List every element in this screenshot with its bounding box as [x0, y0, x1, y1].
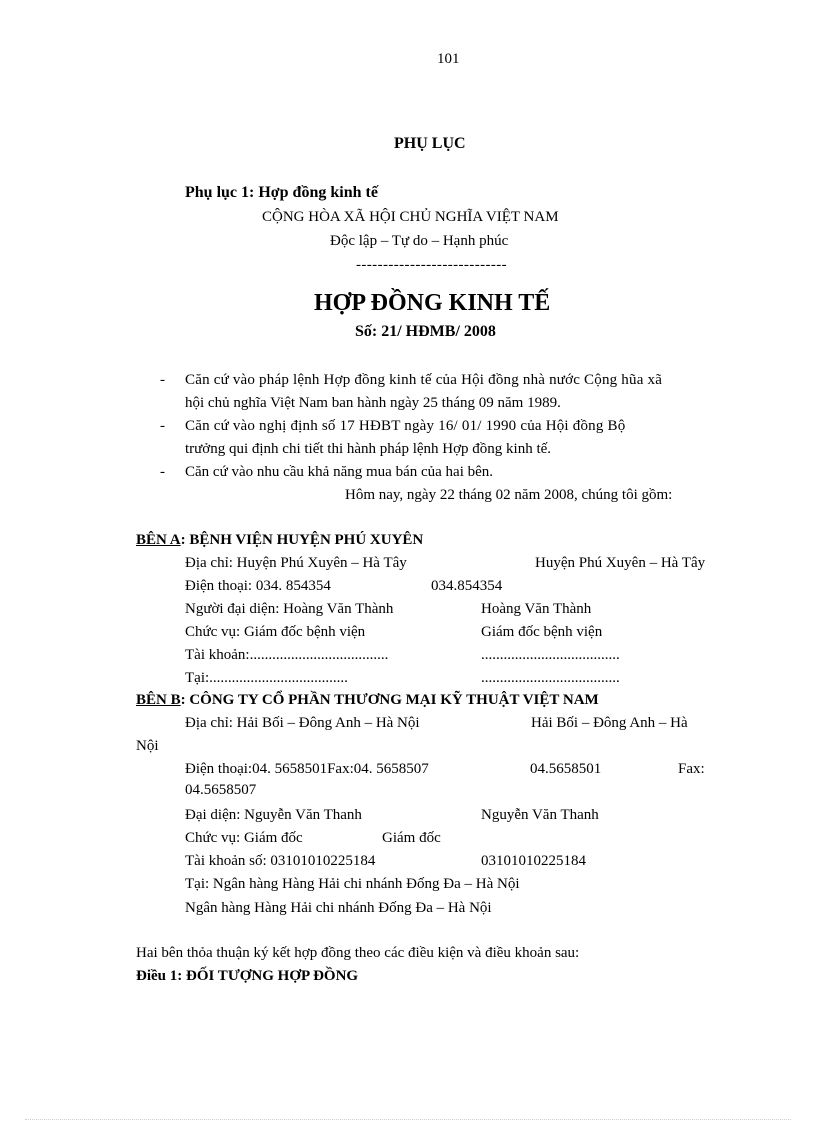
contract-title: HỢP ĐỒNG KINH TẾ — [314, 290, 551, 316]
party-b-account-value: 03101010225184 — [481, 853, 586, 869]
party-b-fax-value: 04.5658507 — [185, 782, 257, 798]
basis-1-line1: Căn cứ vào pháp lệnh Hợp đồng kinh tế của Hội đồng nhà nước Cộng hũa xã — [185, 372, 663, 388]
page-bottom-divider — [25, 1119, 791, 1120]
party-b-name: : CÔNG TY CỔ PHẦN THƯƠNG MẠI KỸ THUẬT VIỆT NAM — [180, 692, 599, 708]
party-a-representative-value: Hoàng Văn Thành — [481, 601, 592, 617]
national-motto: Độc lập – Tự do – Hạnh phúc — [330, 233, 509, 249]
party-a-name: : BỆNH VIỆN HUYỆN PHÚ XUYÊN — [180, 532, 424, 548]
basis-1-line2: hội chủ nghĩa Việt Nam ban hành ngày 25 tháng 09 năm 1989. — [185, 395, 561, 411]
party-a-phone-value: 034.854354 — [431, 578, 503, 594]
party-b-position-value: Giám đốc — [382, 830, 441, 846]
basis-2-line2: trưởng qui định chi tiết thi hành pháp lệnh Hợp đồng kinh tế. — [185, 441, 552, 457]
party-b-address: Địa chỉ: Hải Bối – Đông Anh – Hà Nội — [185, 715, 420, 731]
section-title: PHỤ LỤC — [394, 135, 466, 152]
party-a-position: Chức vụ: Giám đốc bệnh viện — [185, 624, 366, 640]
contract-number: Số: 21/ HĐMB/ 2008 — [355, 323, 496, 340]
bullet-dash: - — [160, 418, 165, 434]
party-a-position-value: Giám đốc bệnh viện — [481, 624, 603, 640]
party-a-at-value: ..................................... — [481, 670, 620, 686]
party-b-address-value: Hải Bối – Đông Anh – Hà — [531, 715, 688, 731]
party-b-phone-value: 04.5658501 — [530, 761, 602, 777]
party-a-account: Tài khoản:..................................... — [185, 647, 389, 663]
party-a-account-value: ..................................... — [481, 647, 620, 663]
party-b-at-value: Ngân hàng Hàng Hải chi nhánh Đống Đa – Hà Nội — [185, 900, 492, 916]
party-b-at: Tại: Ngân hàng Hàng Hải chi nhánh Đống Đa – Hà Nội — [185, 876, 520, 892]
party-b-label: BÊN B — [136, 692, 181, 708]
article-1-heading: Điều 1: ĐỐI TƯỢNG HỢP ĐỒNG — [136, 968, 359, 984]
party-a-address-value: Huyện Phú Xuyên – Hà Tây — [535, 555, 706, 571]
national-title: CỘNG HÒA XÃ HỘI CHỦ NGHĨA VIỆT NAM — [262, 209, 559, 225]
party-a-representative: Người đại diện: Hoàng Văn Thành — [185, 601, 394, 617]
agreement-text: Hai bên thỏa thuận ký kết hợp đồng theo các điều kiện và điều khoản sau: — [136, 945, 580, 961]
page-number: 101 — [437, 51, 460, 67]
party-b-heading — [136, 690, 599, 710]
party-b-fax-label: Fax: — [678, 761, 705, 777]
party-a-heading — [136, 530, 423, 550]
party-b-position: Chức vụ: Giám đốc — [185, 830, 303, 846]
basis-3-line1: Căn cứ vào nhu cầu khả năng mua bán của hai bên. — [185, 464, 494, 480]
party-b-representative: Đại diện: Nguyễn Văn Thanh — [185, 807, 362, 823]
basis-2-line1: Căn cứ vào nghị định số 17 HĐBT ngày 16/ 01/ 1990 của Hội đồng Bộ — [185, 418, 626, 434]
party-b-account: Tài khoản số: 03101010225184 — [185, 853, 376, 869]
bullet-dash: - — [160, 464, 165, 480]
date-line: Hôm nay, ngày 22 tháng 02 năm 2008, chúng tôi gồm: — [345, 487, 673, 503]
bullet-dash: - — [160, 372, 165, 388]
party-a-address: Địa chỉ: Huyện Phú Xuyên – Hà Tây — [185, 555, 407, 571]
party-b-phone: Điện thoại:04. 5658501Fax:04. 5658507 — [185, 761, 429, 777]
party-a-label: BÊN A — [136, 532, 181, 548]
party-b-representative-value: Nguyễn Văn Thanh — [481, 807, 599, 823]
party-a-at: Tại:..................................... — [185, 670, 348, 686]
appendix-title: Phụ lục 1: Hợp đồng kinh tế — [185, 184, 378, 201]
party-b-address-value-cont: Nội — [136, 738, 159, 754]
party-a-phone: Điện thoại: 034. 854354 — [185, 578, 331, 594]
header-separator: ---------------------------- — [356, 257, 508, 273]
